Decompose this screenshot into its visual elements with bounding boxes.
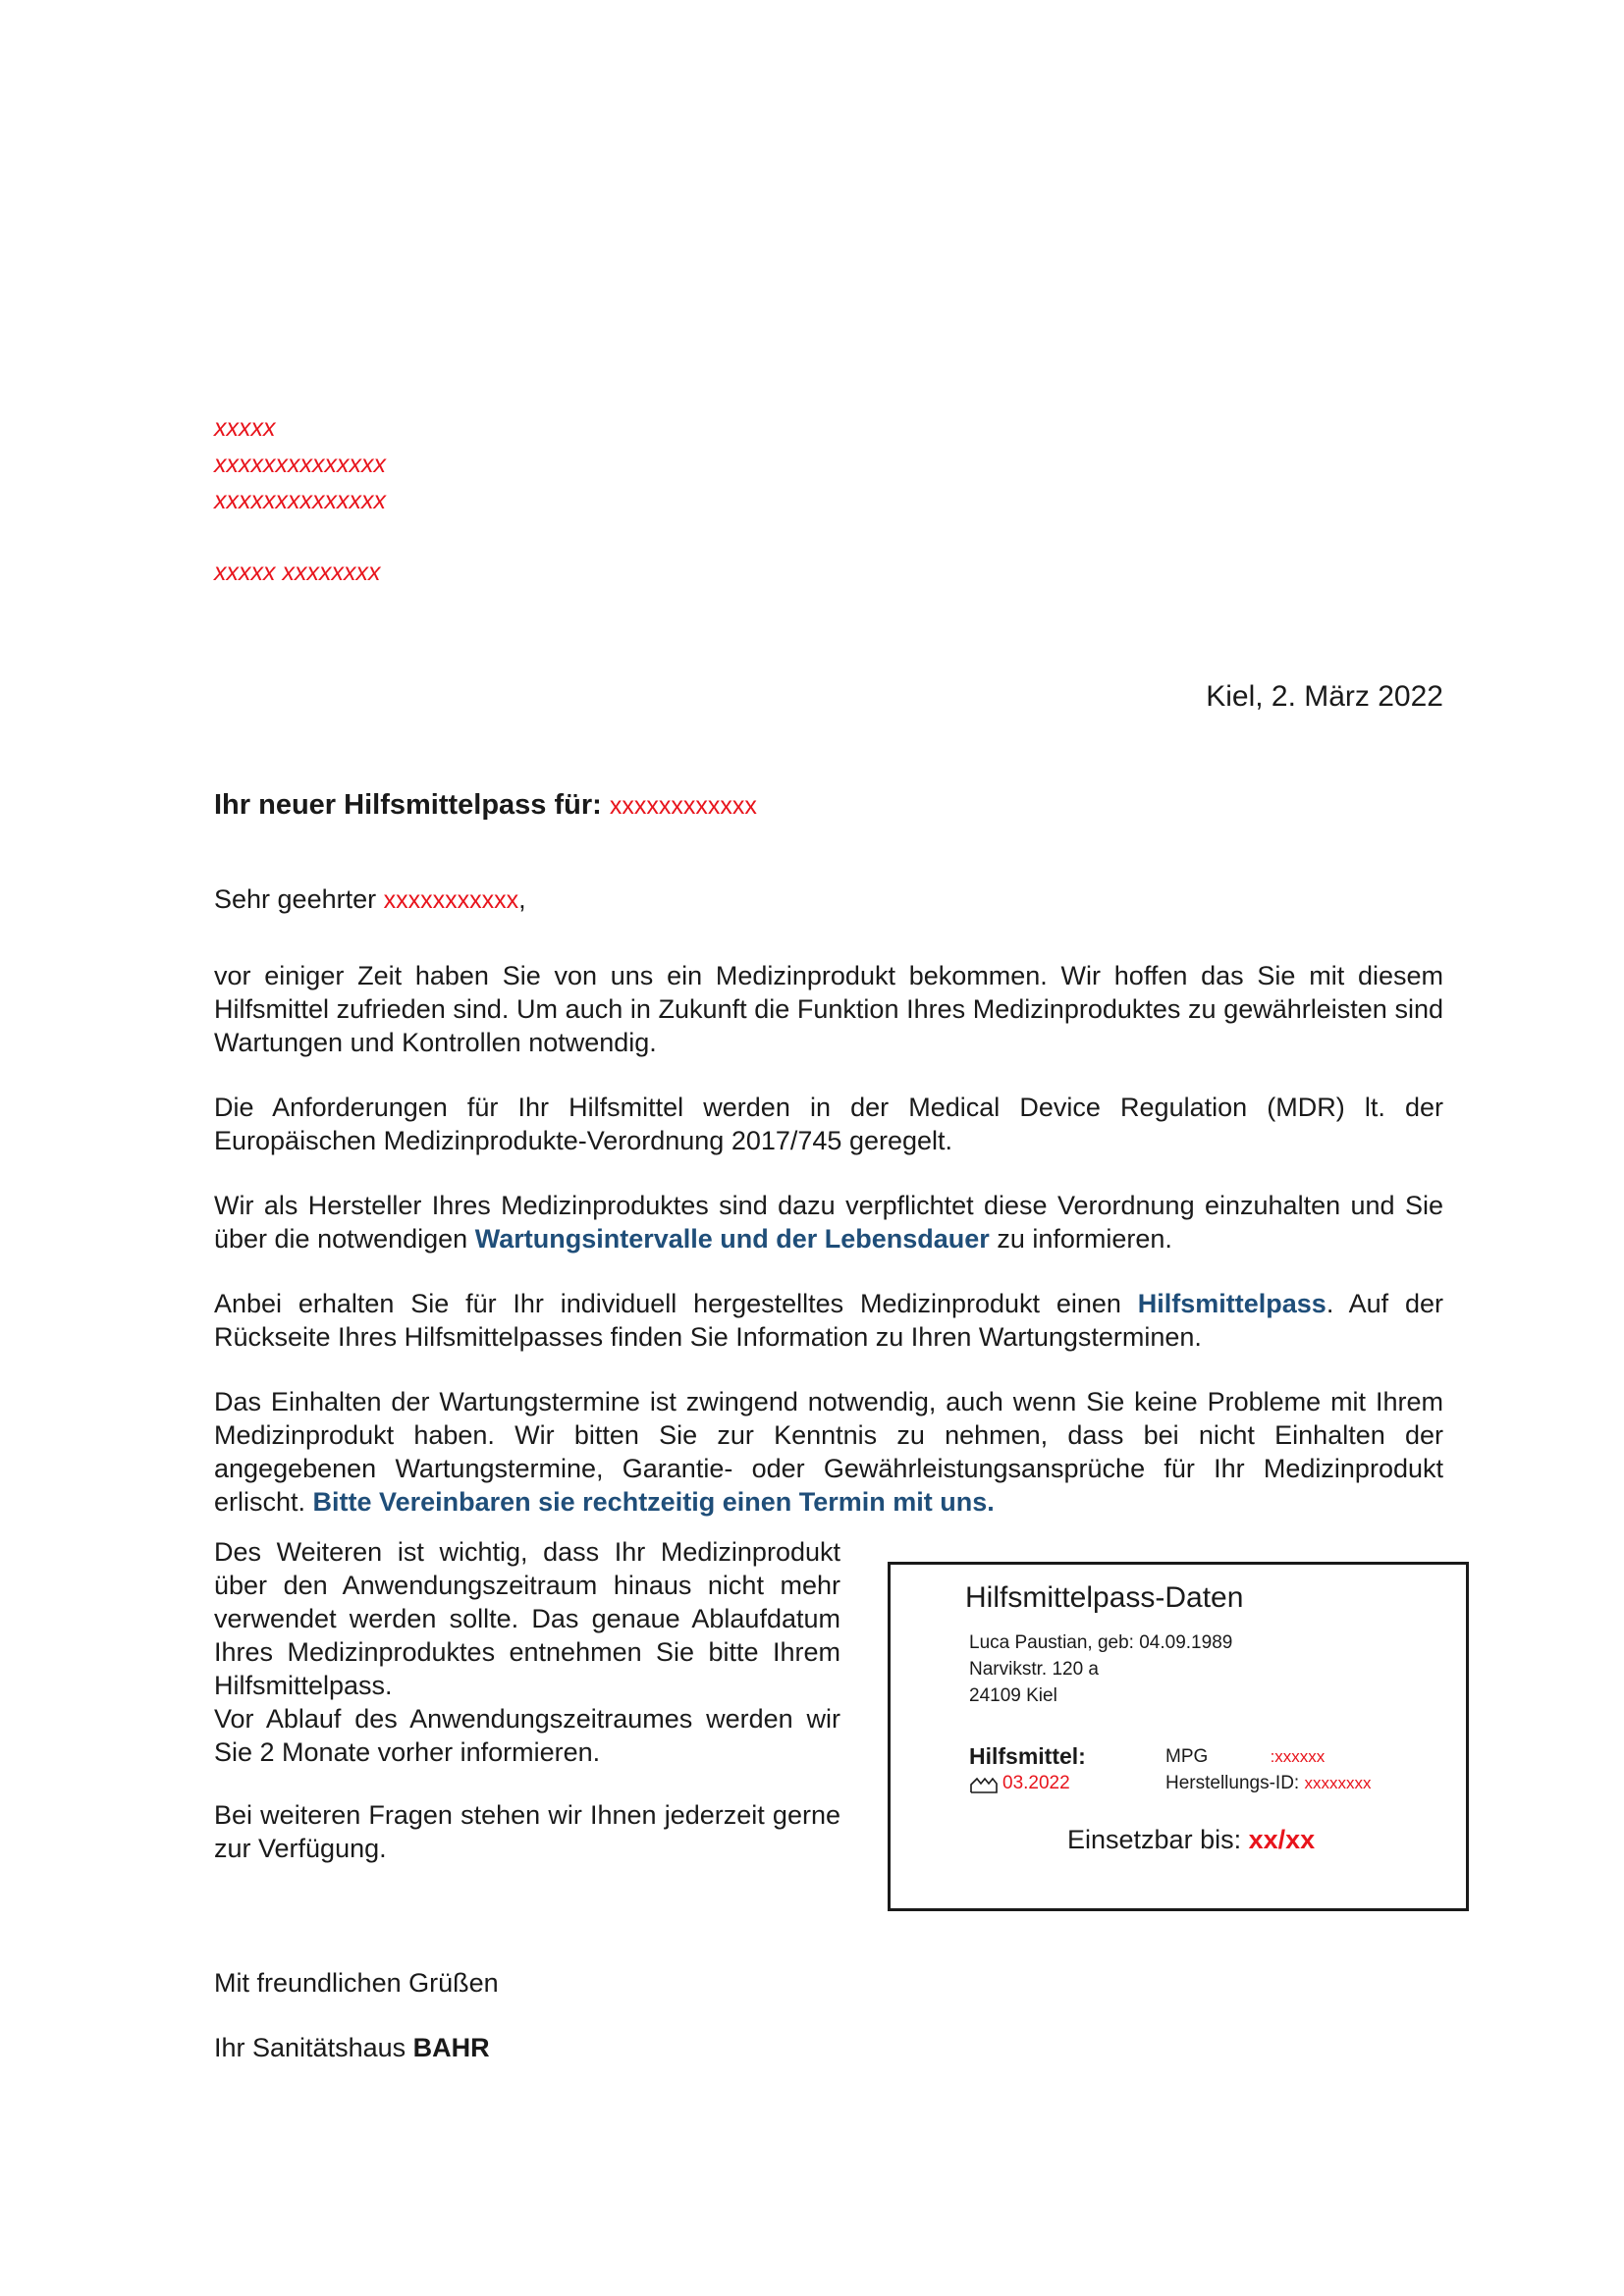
- paragraph-6-text-b: Vor Ablauf des Anwendungszeitraumes werden wir Sie 2 Monate vorher informieren.: [214, 1704, 840, 1767]
- subject-label: Ihr neuer Hilfsmittelpass für:: [214, 789, 602, 821]
- paragraph-4-text-a: Anbei erhalten Sie für Ihr individuell hergestelltes Medizinprodukt einen: [214, 1289, 1121, 1318]
- recipient-line-3: xxxxxxxxxxxxxx: [214, 487, 386, 514]
- pass-until-row: [1067, 1822, 1315, 1857]
- subject-value: xxxxxxxxxxxx: [609, 792, 757, 820]
- salutation: [214, 880, 526, 920]
- letter-signature: [214, 2028, 490, 2067]
- paragraph-3-text-a: Wir als Hersteller Ihres Medizinproduktes sind dazu verpflichtet diese Verordnung einzuhalten und Sie über die notwendigen: [214, 1191, 1443, 1254]
- paragraph-5-text-a: Das Einhalten der Wartungstermine ist zwingend notwendig, auch wenn Sie keine Probleme mit Ihrem Medizinprodukt haben. Wir bitten Sie zur Kenntnis zu nehmen, dass bei nicht Einhalten der angegebenen Wartungstermine, Garantie- oder Gewährleistungsansprüche für Ihr Medizinprodukt erlischt.: [214, 1387, 1443, 1517]
- pass-hid-value: xxxxxxxx: [1304, 1774, 1372, 1792]
- pass-owner-info: [969, 1629, 1232, 1709]
- paragraph-4-text-b: . Auf der Rückseite Ihres Hilfsmittelpasses finden Sie Information zu Ihren Wartungsterminen.: [214, 1289, 1443, 1352]
- pass-hid-row: [1165, 1771, 1372, 1796]
- pass-data-box: [888, 1562, 1469, 1911]
- pass-mpg-label: MPG: [1165, 1746, 1209, 1767]
- letter-subject: [214, 785, 757, 826]
- paragraph-4-highlight: Hilfsmittelpass: [1137, 1289, 1326, 1318]
- pass-owner-line-1: Luca Paustian, geb: 04.09.1989: [969, 1632, 1233, 1653]
- pass-box-title: Hilfsmittelpass-Daten: [965, 1581, 1244, 1614]
- paragraph-3: [214, 1189, 1443, 1255]
- signature-prefix: Ihr Sanitätshaus: [214, 2033, 406, 2062]
- salutation-prefix: Sehr geehrter: [214, 884, 377, 914]
- recipient-line-2: xxxxxxxxxxxxxx: [214, 451, 386, 478]
- pass-manufacture-date: 03.2022: [1002, 1773, 1070, 1793]
- pass-mpg-row: [1165, 1744, 1325, 1770]
- pass-manufacture-row: [969, 1771, 1070, 1796]
- manufacture-date-icon: [969, 1773, 1001, 1794]
- letter-closing: Mit freundlichen Grüßen: [214, 1968, 499, 1998]
- paragraph-5-highlight: Bitte Vereinbaren sie rechtzeitig einen Termin mit uns.: [312, 1487, 995, 1517]
- paragraph-6-text-a: Des Weiteren ist wichtig, dass Ihr Medizinprodukt über den Anwendungszeitraum hinaus nicht mehr verwendet werden sollte. Das genaue Ablaufdatum Ihres Medizinproduktes entnehmen Sie bitte Ihrem Hilfsmittelpass.: [214, 1537, 840, 1700]
- paragraph-5: [214, 1385, 1443, 1519]
- paragraph-3-text-b: zu informieren.: [997, 1224, 1172, 1254]
- paragraph-3-highlight: Wartungsintervalle und der Lebensdauer: [474, 1224, 990, 1254]
- pass-until-value: xx/xx: [1248, 1825, 1316, 1854]
- paragraph-1: vor einiger Zeit haben Sie von uns ein Medizinprodukt bekommen. Wir hoffen das Sie mit diesem Hilfsmittel zufrieden sind. Um auch in Zukunft die Funktion Ihres Medizinproduktes zu gewährleisten sind Wartungen und Kontrollen notwendig.: [214, 961, 1443, 1057]
- letter-date: Kiel, 2. März 2022: [1206, 680, 1443, 713]
- pass-owner-line-3: 24109 Kiel: [969, 1685, 1057, 1706]
- pass-owner-line-2: Narvikstr. 120 a: [969, 1659, 1099, 1680]
- signature-company: BAHR: [412, 2033, 490, 2062]
- pass-until-label: Einsetzbar bis:: [1067, 1825, 1242, 1854]
- pass-hid-label: Herstellungs-ID:: [1165, 1773, 1300, 1793]
- paragraph-7: Bei weiteren Fragen stehen wir Ihnen jederzeit gerne zur Verfügung.: [214, 1800, 840, 1863]
- pass-mpg-value: :xxxxxx: [1270, 1747, 1326, 1766]
- recipient-address: [214, 410, 386, 591]
- paragraph-4: [214, 1287, 1443, 1354]
- paragraph-2: Die Anforderungen für Ihr Hilfsmittel werden in der Medical Device Regulation (MDR) lt. der Europäischen Medizinprodukte-Verordnung 2017/745 geregelt.: [214, 1093, 1443, 1155]
- pass-aid-label: Hilfsmittel:: [969, 1743, 1086, 1769]
- salutation-suffix: ,: [518, 884, 526, 914]
- salutation-name: xxxxxxxxxxx: [383, 886, 519, 914]
- recipient-line-1: xxxxx: [214, 414, 276, 442]
- recipient-line-4: xxxxx xxxxxxxx: [214, 559, 381, 586]
- paragraph-6: [214, 1535, 840, 1769]
